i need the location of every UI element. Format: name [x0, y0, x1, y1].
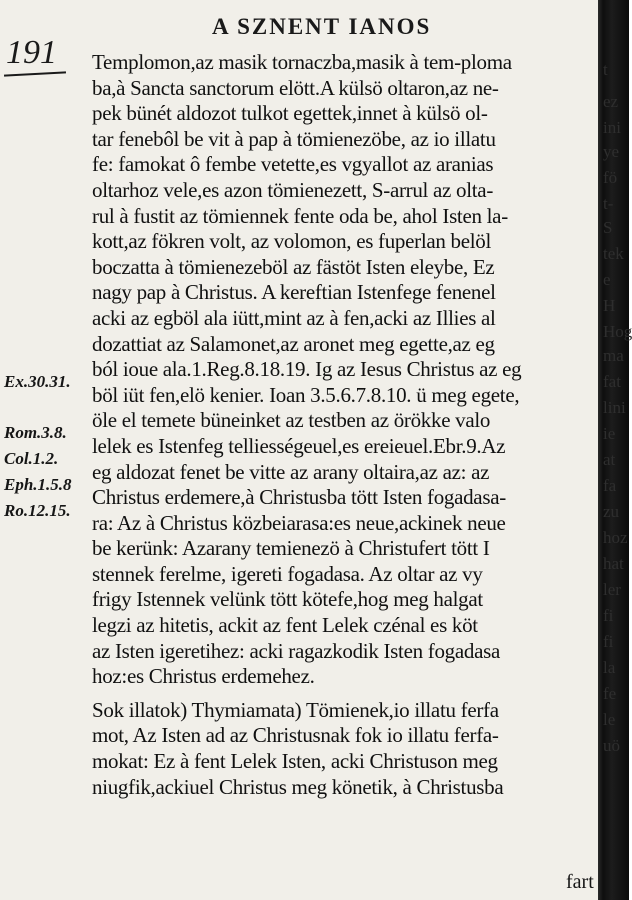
text-line: boczatta à tömienezeböl az fästöt Isten eleybe, Ez — [92, 254, 495, 279]
marginal-reference: Col.1.2. — [4, 449, 59, 468]
gutter-fragment: tek — [603, 244, 624, 263]
gutter-fragment: ler — [603, 580, 621, 599]
text-line: ra: Az à Christus közbeiarasa:es neue,ackinek neue — [92, 510, 506, 535]
text-line: kott,az fökren volt, az volomon, es fuperlan belöl — [92, 229, 492, 254]
text-line: böl iüt fen,elö kenier. Ioan 3.5.6.7.8.10. ü meg egete, — [92, 382, 520, 407]
text-line: pek bünét aldozot tulkot egettek,innet à külsö ol- — [92, 101, 488, 126]
text-line: ba,à Sancta sanctorum elött.A külsö oltaron,az ne- — [92, 75, 499, 100]
text-line: mot, Az Isten ad az Christusnak fok io illatu ferfa- — [92, 723, 499, 748]
text-line: nagy pap à Christus. A kereftian Istenfege fenenel — [92, 280, 496, 305]
gutter-fragment: uö — [603, 736, 620, 755]
page-number-underline — [4, 71, 66, 76]
gutter-fragment: ini — [603, 118, 621, 137]
text-line: lelek es Istenfeg telliességeuel,es ereieuel.Ebr.9.Az — [92, 433, 506, 458]
marginal-reference: Eph.1.5.8 — [4, 475, 72, 494]
marginal-reference: Rom.3.8. — [4, 423, 67, 442]
text-line: dozattiat az Salamonet,az aronet meg egette,az eg — [92, 331, 495, 356]
marginal-reference: Ex.30.31. — [4, 372, 71, 391]
text-line: Sok illatok) Thymiamata) Tömienek,io illatu ferfa — [92, 697, 499, 722]
text-line: az Isten igeretihez: acki ragazkodik Isten fogadasa — [92, 638, 500, 663]
gutter-fragment: ye — [603, 142, 620, 161]
running-header: A SZNENT IANOS — [212, 14, 432, 39]
gutter-fragment: la — [603, 658, 616, 677]
text-line: oltarhoz vele,es azon tömienezett, S-arrul az olta- — [92, 177, 494, 202]
text-line: niugfik,ackiuel Christus meg könetik, à Christusba — [92, 774, 504, 799]
text-line: frigy Istennek velünk tött kötefe,hog meg halgat — [92, 587, 483, 612]
gutter-fragment: zu — [603, 502, 620, 521]
text-line: be kerünk: Azarany temienezö à Christufert tött I — [92, 536, 490, 561]
text-line: stennek ferelme, igereti fogadasa. Az oltar az vy — [92, 561, 483, 586]
text-line: eg aldozat fenet be vitte az arany oltaira,az az: az — [92, 459, 490, 484]
gutter-fragment: hoz — [603, 528, 628, 547]
gutter-fragment: ma — [603, 346, 624, 365]
page-number: 191 — [6, 34, 57, 71]
facing-page-edge — [598, 0, 632, 900]
gutter-fragment: fat — [603, 372, 621, 391]
body-text — [92, 50, 596, 800]
gutter-fragment: e — [603, 270, 611, 289]
text-line: fe: famokat ô fembe vetette,es vgyallot az aranias — [92, 152, 494, 177]
gutter-fragment: ez — [603, 92, 619, 111]
catchword: fart — [566, 871, 594, 893]
text-line: Christus erdemere,à Christusba tött Isten fogadasa- — [92, 485, 506, 510]
gutter-fragment: fe — [603, 684, 617, 703]
gutter-fragment: hat — [603, 554, 624, 573]
gutter-fragment: fi — [603, 606, 614, 625]
text-line: hoz:es Christus erdemehez. — [92, 664, 315, 689]
gutter-fragment: fi — [603, 632, 614, 651]
text-line: ból ioue ala.1.Reg.8.18.19. Ig az Iesus Christus az eg — [92, 357, 522, 382]
text-line: Templomon,az masik tornaczba,masik à tem-ploma — [92, 50, 512, 74]
gutter-fragment: fa — [603, 476, 617, 495]
text-line: legzi az hitetis, ackit az fent Lelek czénal es köt — [92, 613, 478, 638]
text-line: mokat: Ez à fent Lelek Isten, acki Christuson meg — [92, 749, 498, 774]
text-line: öle el temete büneinket az testben az örökke valo — [92, 408, 491, 433]
text-line: acki az egböl ala iütt,mint az à fen,acki az Illies al — [92, 305, 496, 330]
gutter-fragment: le — [603, 710, 616, 729]
gutter-fragment: t- — [603, 194, 614, 213]
gutter-fragment: Hog — [603, 322, 632, 341]
text-line: rul à fustit az tömiennek fente oda be, ahol Isten la- — [92, 203, 508, 228]
marginal-reference: Ro.12.15. — [4, 501, 71, 520]
text-line: tar fenebôl be vit à pap à tömienezöbe, az io illatu — [92, 126, 496, 151]
gutter-fragment: S — [603, 218, 613, 237]
gutter-fragment: lini — [603, 398, 626, 417]
gutter-fragment: H — [603, 296, 616, 315]
gutter-fragment: fö — [603, 168, 618, 187]
gutter-fragment: at — [603, 450, 616, 469]
gutter-fragment: ie — [603, 424, 616, 443]
gutter-fragment: t — [603, 60, 608, 79]
